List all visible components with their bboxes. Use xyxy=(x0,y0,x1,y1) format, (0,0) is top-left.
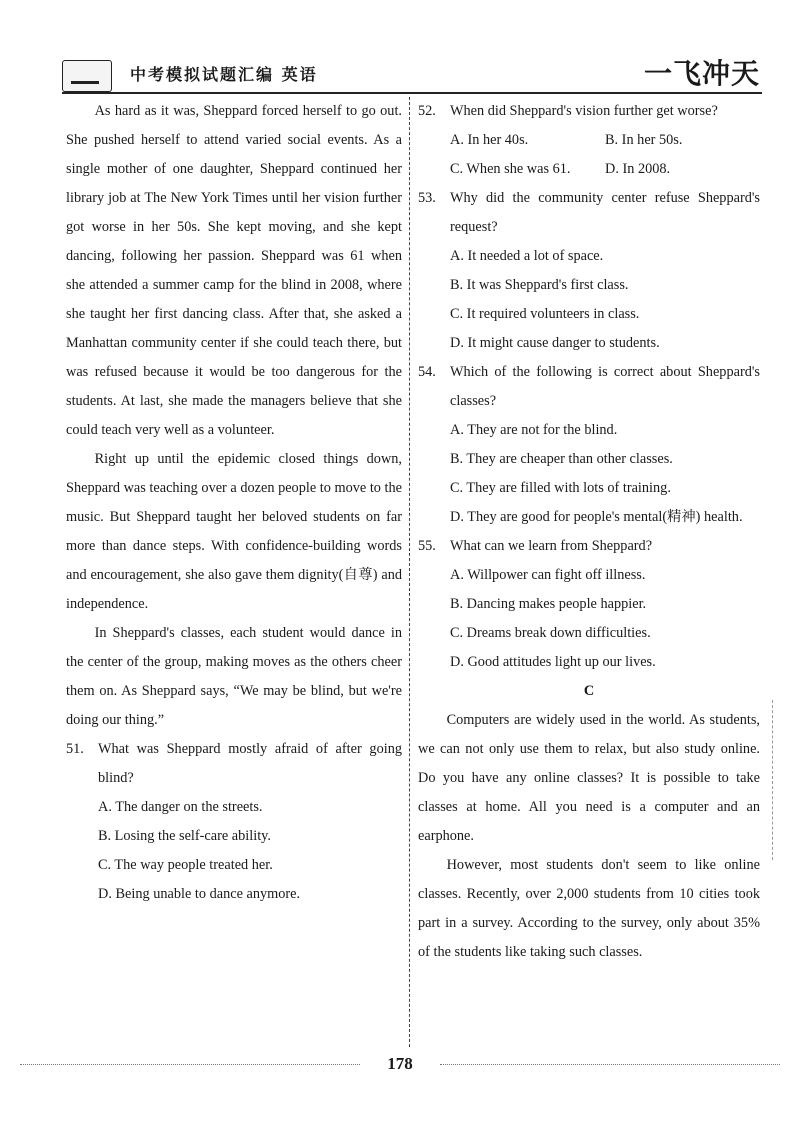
question-number: 54. xyxy=(418,364,436,380)
option-c: C. The way people treated her. xyxy=(98,857,273,873)
binding-mark xyxy=(772,700,773,860)
option-b: B. Losing the self-care ability. xyxy=(98,828,271,844)
option-row xyxy=(418,126,760,155)
passage-c-paragraph-1: Computers are widely used in the world. As students, we can not only use them to relax, but also study online. Do you have any online classes? It is possible to take classes at home. All you need is a computer and an earphone. xyxy=(418,712,760,844)
question-55 xyxy=(418,532,760,561)
option-row xyxy=(418,155,760,184)
option-b: B. In her 50s. xyxy=(605,132,683,148)
question-52 xyxy=(418,97,760,126)
question-stem: What was Sheppard mostly afraid of after going blind? xyxy=(98,741,402,786)
right-column xyxy=(418,97,760,967)
option-a: A. Willpower can fight off illness. xyxy=(450,567,646,583)
book-title: 中考模拟试题汇编 英语 xyxy=(130,65,318,84)
option-b: B. Dancing makes people happier. xyxy=(450,596,647,612)
section-c-label: C xyxy=(583,683,595,699)
column-divider xyxy=(409,97,410,1047)
page-number: 178 xyxy=(387,1054,413,1073)
option-d: D. It might cause danger to students. xyxy=(450,335,660,351)
option-a: A. In her 40s. xyxy=(450,132,529,148)
passage-paragraph-2: Right up until the epidemic closed things down, Sheppard was teaching over a dozen people to move to the music. But Sheppard taught her beloved students on far more than dance steps. With confidence-building words and encouragement, she also gave them dignity(自尊) and independence. xyxy=(66,451,402,612)
question-number: 53. xyxy=(418,190,436,206)
option-c: C. Dreams break down difficulties. xyxy=(450,625,651,641)
question-number: 51. xyxy=(66,741,84,757)
passage-c-paragraph-2: However, most students don't seem to like online classes. Recently, over 2,000 students from 10 cities took part in a survey. According to the survey, only about 35% of the students like taking such classes. xyxy=(418,857,760,960)
question-51 xyxy=(66,735,402,793)
option-d: D. In 2008. xyxy=(605,161,671,177)
question-stem: When did Sheppard's vision further get worse? xyxy=(450,103,718,119)
question-stem: What can we learn from Sheppard? xyxy=(450,538,653,554)
option-c: C. When she was 61. xyxy=(450,161,571,177)
option-d: D. Being unable to dance anymore. xyxy=(98,886,301,902)
option-d: D. Good attitudes light up our lives. xyxy=(450,654,656,670)
question-54 xyxy=(418,358,760,416)
option-a: A. The danger on the streets. xyxy=(98,799,263,815)
option-c: C. It required volunteers in class. xyxy=(450,306,640,322)
option-d: D. They are good for people's mental(精神) health. xyxy=(450,509,743,525)
book-logo-icon xyxy=(62,60,112,92)
question-number: 55. xyxy=(418,538,436,554)
passage-paragraph-1: As hard as it was, Sheppard forced herself to go out. She pushed herself to attend varied social events. As a single mother of one daughter, Sheppard continued her library job at The New York Times until her vision further got worse in her 50s. She kept moving, and she kept dancing, following her passion. Sheppard was 61 when she attended a summer camp for the blind in 2008, where she taught her first dancing class. After that, she asked a Manhattan community center if she could teach there, but was refused because it would be too dangerous for the students. At last, she made the managers believe that she could teach very well as a volunteer. xyxy=(66,103,402,438)
option-b: B. They are cheaper than other classes. xyxy=(450,451,673,467)
option-a: A. They are not for the blind. xyxy=(450,422,618,438)
question-stem: Why did the community center refuse Sheppard's request? xyxy=(450,190,760,235)
question-53 xyxy=(418,184,760,242)
brand-title: 一飞冲天 xyxy=(643,57,760,90)
question-number: 52. xyxy=(418,103,436,119)
option-b: B. It was Sheppard's first class. xyxy=(450,277,629,293)
header-rule xyxy=(62,92,762,94)
option-a: A. It needed a lot of space. xyxy=(450,248,604,264)
left-column xyxy=(66,97,402,909)
option-c: C. They are filled with lots of training. xyxy=(450,480,671,496)
question-stem: Which of the following is correct about Sheppard's classes? xyxy=(450,364,760,409)
passage-paragraph-3: In Sheppard's classes, each student would dance in the center of the group, making moves as the others cheer them on. As Sheppard says, “We may be blind, but we're doing our thing.” xyxy=(66,625,402,728)
page-header xyxy=(62,58,762,94)
